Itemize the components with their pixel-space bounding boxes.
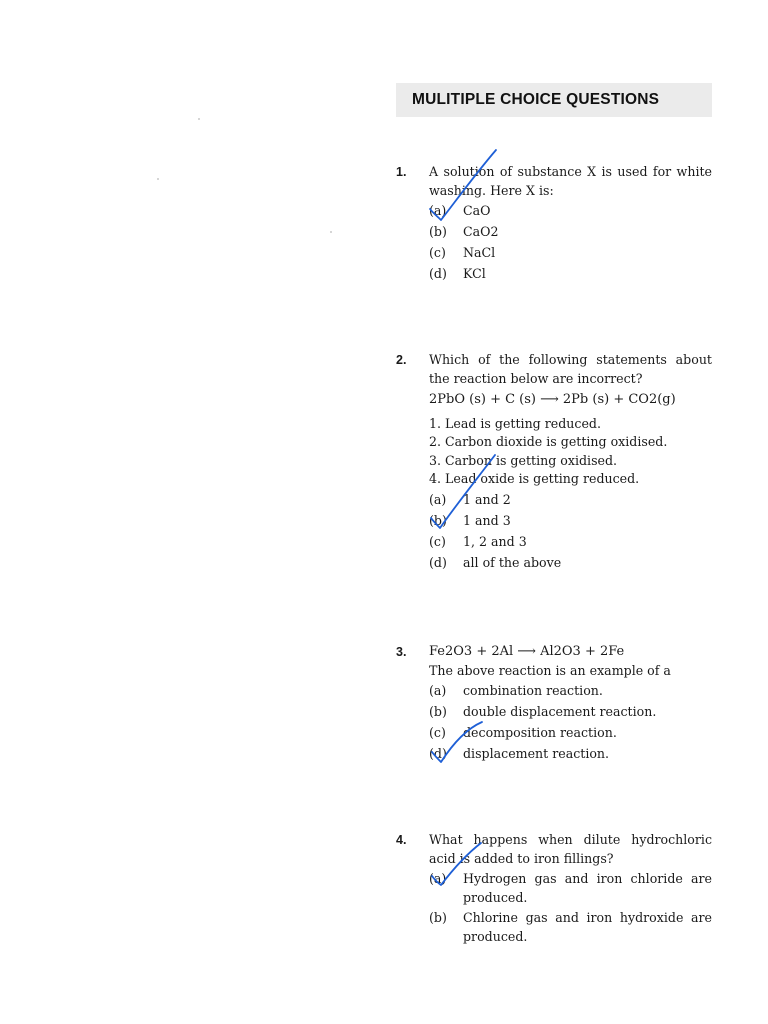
option-d[interactable] — [429, 552, 712, 573]
option-d[interactable] — [429, 263, 712, 284]
option-c[interactable] — [429, 531, 712, 552]
option-a[interactable] — [429, 200, 712, 221]
option-b[interactable] — [429, 221, 712, 242]
option-key: (d) — [429, 746, 447, 761]
option-text: KCl — [463, 266, 486, 281]
option-key: (b) — [429, 910, 447, 925]
option-key: (d) — [429, 554, 447, 570]
scan-speck — [330, 231, 332, 233]
statement-line: 2. Carbon dioxide is getting oxidised. — [429, 434, 668, 449]
option-text: 1, 2 and 3 — [463, 533, 527, 549]
option-text: double displacement reaction. — [463, 704, 657, 719]
reaction-equation: Fe2O3 + 2Al ⟶ Al2O3 + 2Fe — [429, 644, 625, 659]
scan-speck — [198, 118, 200, 120]
option-text: displacement reaction. — [463, 746, 610, 761]
statement-line: 3. Carbon is getting oxidised. — [429, 452, 618, 468]
statement-line: 4. Lead oxide is getting reduced. — [429, 471, 640, 486]
section-header — [396, 83, 712, 117]
option-key: (b) — [429, 224, 447, 239]
question-stem-line: the reaction below are incorrect? — [429, 370, 643, 386]
option-b[interactable] — [429, 907, 712, 946]
question-stem-line: What happens when dilute hydrochloric — [429, 832, 712, 847]
question-stem-line: The above reaction is an example of a — [429, 662, 671, 678]
question-3 — [396, 643, 712, 764]
option-c[interactable] — [429, 722, 712, 743]
option-key: (d) — [429, 266, 447, 281]
question-2 — [396, 351, 712, 573]
option-text: decomposition reaction. — [463, 725, 617, 740]
question-stem-line: A solution of substance X is used for white — [429, 164, 712, 179]
statement-line: 1. Lead is getting reduced. — [429, 415, 601, 431]
option-text-line: Hydrogen gas and iron chloride are — [463, 871, 712, 886]
option-text-line: Chlorine gas and iron hydroxide are — [463, 910, 712, 925]
option-key: (a) — [429, 203, 447, 218]
option-a[interactable] — [429, 680, 712, 701]
option-text: 1 and 3 — [463, 512, 511, 528]
question-number: 3. — [396, 645, 407, 659]
option-key: (b) — [429, 704, 447, 719]
option-a[interactable] — [429, 868, 712, 907]
option-key: (a) — [429, 683, 447, 698]
option-key: (a) — [429, 871, 447, 886]
option-key: (c) — [429, 725, 446, 740]
question-number: 2. — [396, 353, 407, 367]
option-key: (b) — [429, 512, 447, 528]
question-stem-line: Which of the following statements about — [429, 352, 712, 367]
section-title: MULITIPLE CHOICE QUESTIONS — [412, 91, 660, 108]
option-d[interactable] — [429, 743, 712, 764]
question-number: 4. — [396, 833, 407, 847]
option-text: CaO — [463, 203, 491, 218]
option-text: 1 and 2 — [463, 491, 511, 507]
question-4 — [396, 831, 712, 946]
option-b[interactable] — [429, 701, 712, 722]
option-text-line: produced. — [463, 890, 528, 905]
question-stem-line: acid is added to iron fillings? — [429, 850, 614, 866]
option-text-line: produced. — [463, 929, 528, 944]
option-text — [463, 907, 712, 946]
option-c[interactable] — [429, 242, 712, 263]
option-key: (c) — [429, 245, 446, 260]
option-key: (c) — [429, 533, 446, 549]
question-1 — [396, 163, 712, 284]
option-text: combination reaction. — [463, 683, 603, 698]
option-b[interactable] — [429, 510, 712, 531]
option-text: CaO2 — [463, 224, 499, 239]
option-text — [463, 868, 712, 907]
question-stem-line: washing. Here X is: — [429, 182, 554, 198]
option-key: (a) — [429, 491, 447, 507]
scan-speck — [157, 178, 159, 180]
reaction-equation: 2PbO (s) + C (s) ⟶ 2Pb (s) + CO2(g) — [429, 392, 676, 407]
option-a[interactable] — [429, 489, 712, 510]
option-text: NaCl — [463, 245, 496, 260]
question-number: 1. — [396, 165, 407, 179]
option-text: all of the above — [463, 554, 562, 570]
